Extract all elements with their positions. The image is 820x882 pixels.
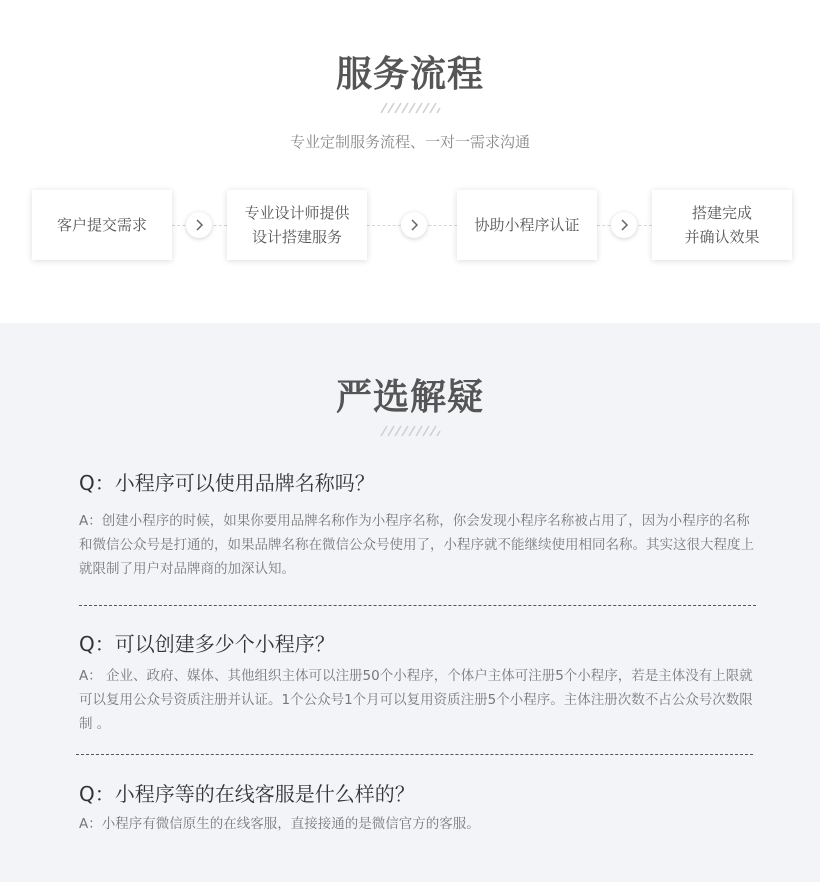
title-decoration-icon bbox=[379, 101, 441, 115]
process-step-2 bbox=[227, 190, 367, 260]
process-subtitle: 专业定制服务流程、一对一需求沟通 bbox=[289, 133, 530, 151]
step-label: 专业设计师提供 bbox=[244, 204, 350, 222]
faq-divider bbox=[79, 605, 756, 606]
process-step-3 bbox=[457, 190, 597, 260]
faq-section bbox=[0, 323, 820, 882]
faq-question: Q：小程序可以使用品牌名称吗？ bbox=[79, 471, 375, 495]
faq-answer: A：创建小程序的时候，如果你要用品牌名称作为小程序名称，你会发现小程序名称被占用了，因为小程序的名称和微信公众号是打通的，如果品牌名称在微信公众号使用了，小程序就不能继续使用相同名称。其实这很大程度上就限制了用户对品牌商的加深认知。 bbox=[79, 513, 754, 577]
step-label: 搭建完成 bbox=[691, 204, 752, 222]
faq-question: Q：小程序等的在线客服是什么样的？ bbox=[79, 782, 415, 806]
faq-divider bbox=[76, 754, 753, 755]
service-process-section bbox=[0, 0, 820, 323]
process-step-4 bbox=[652, 190, 792, 260]
faq-answer: A： 企业、政府、媒体、其他组织主体可以注册50个小程序，个体户主体可注册5个小程序，若是主体没有上限就可以复用公众号资质注册并认证。1个公众号1个月可以复用资质注册5个小程序。主体注册次数不占公众号次数限制 。 bbox=[79, 668, 753, 732]
faq-answer: A：小程序有微信原生的在线客服，直接接通的是微信官方的客服。 bbox=[79, 816, 480, 832]
chevron-right-icon bbox=[186, 212, 212, 238]
step-label: 并确认效果 bbox=[684, 228, 760, 246]
title-decoration-icon bbox=[379, 424, 441, 438]
faq-question: Q：可以创建多少个小程序？ bbox=[79, 632, 335, 656]
step-label: 客户提交需求 bbox=[56, 216, 147, 234]
chevron-right-icon bbox=[401, 212, 427, 238]
faq-title: 严选解疑 bbox=[335, 377, 484, 418]
process-step-1 bbox=[32, 190, 172, 260]
step-label: 协助小程序认证 bbox=[474, 216, 580, 234]
process-title: 服务流程 bbox=[335, 54, 484, 95]
chevron-right-icon bbox=[611, 212, 637, 238]
step-label: 设计搭建服务 bbox=[251, 228, 342, 246]
